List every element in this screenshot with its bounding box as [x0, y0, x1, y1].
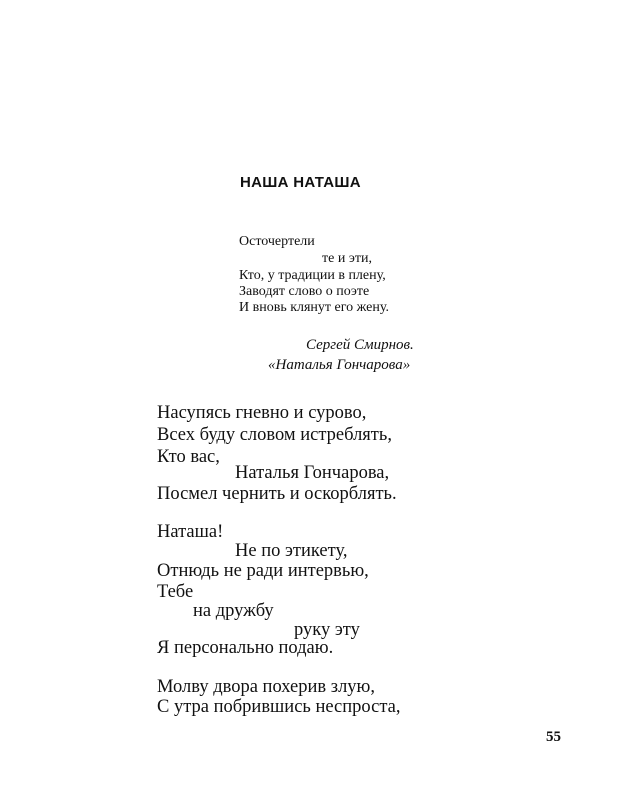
epigraph-line: И вновь клянут его жену.: [239, 300, 389, 315]
verse-line: Наташа!: [157, 522, 224, 542]
verse-line: на дружбу: [193, 601, 274, 621]
verse-line: Всех буду словом истреблять,: [157, 425, 392, 445]
verse-line: С утра побрившись неспроста,: [157, 697, 401, 717]
verse-line: Молву двора похерив злую,: [157, 677, 375, 697]
verse-line: Кто вас,: [157, 447, 220, 467]
epigraph-line: Осточертели: [239, 234, 315, 249]
verse-line: Тебе: [157, 582, 194, 602]
verse-line: Посмел чернить и оскорблять.: [157, 484, 397, 504]
verse-line: Не по этикету,: [235, 541, 348, 561]
verse-line: руку эту: [294, 620, 360, 640]
verse-line: Насупясь гневно и сурово,: [157, 403, 367, 423]
epigraph-source: «Наталья Гончарова»: [268, 357, 411, 373]
verse-line: Отнюдь не ради интервью,: [157, 561, 369, 581]
verse-line: Наталья Гончарова,: [235, 463, 390, 483]
verse-line: Я персонально подаю.: [157, 638, 334, 658]
epigraph-line: те и эти,: [322, 251, 372, 266]
poem-title: НАША НАТАША: [240, 174, 361, 191]
epigraph-author: Сергей Смирнов.: [306, 337, 414, 353]
epigraph-line: Заводят слово о поэте: [239, 284, 370, 299]
epigraph-line: Кто, у традиции в плену,: [239, 268, 386, 283]
page-number: 55: [546, 729, 561, 745]
